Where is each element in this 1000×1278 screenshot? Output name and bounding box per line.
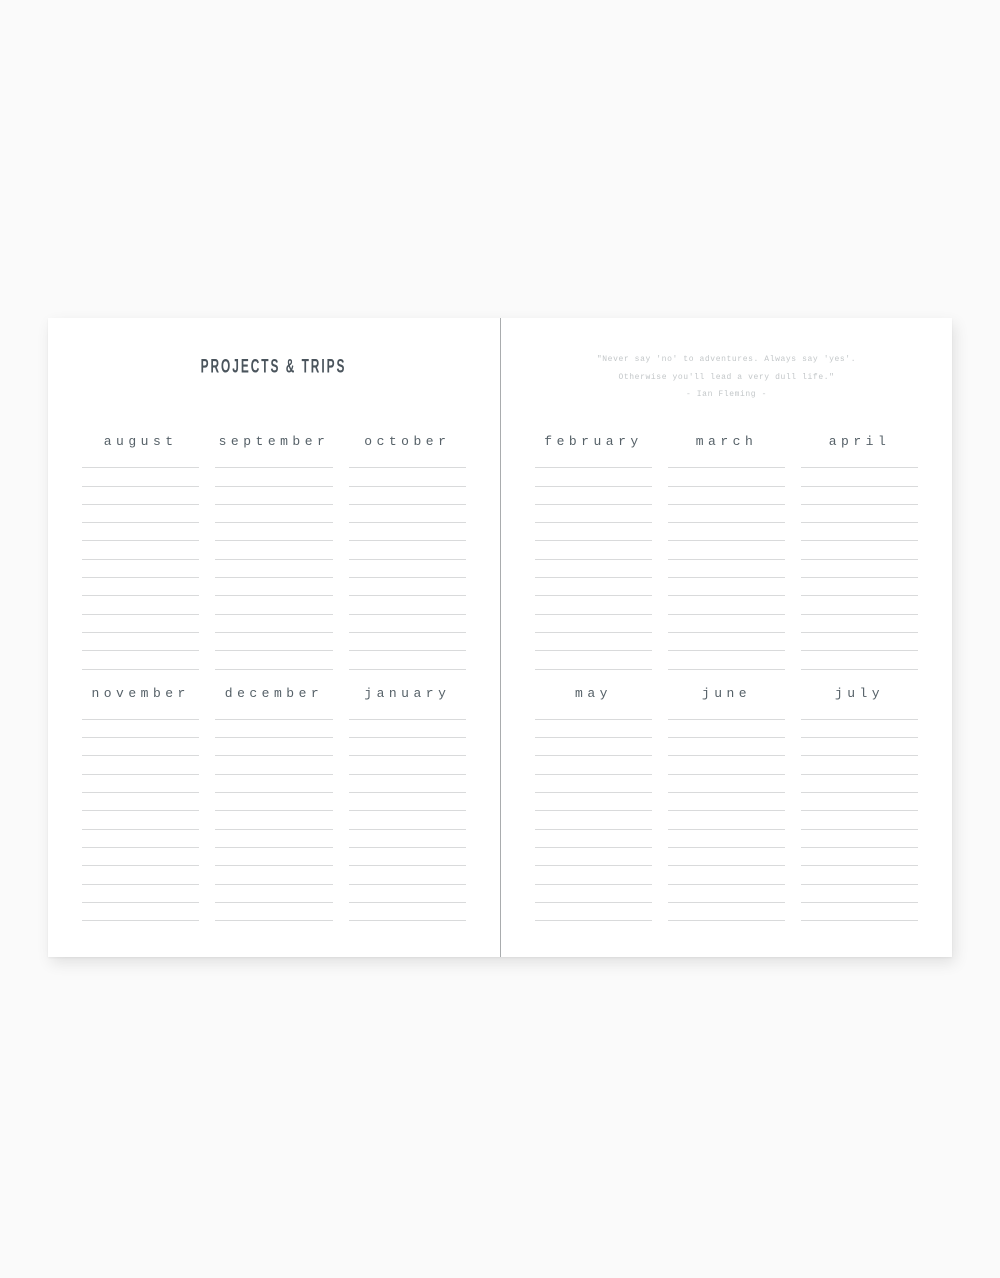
rule-line xyxy=(668,505,785,523)
month-section-november xyxy=(82,678,199,922)
rule-line xyxy=(535,738,652,756)
rule-line xyxy=(349,756,466,774)
rule-line xyxy=(215,702,332,720)
rule-line xyxy=(215,523,332,541)
right-page xyxy=(500,318,952,957)
rule-line xyxy=(668,633,785,651)
rule-line xyxy=(801,560,918,578)
rule-line xyxy=(668,775,785,793)
month-label: november xyxy=(91,685,190,701)
month-section-january xyxy=(349,678,466,922)
rule-line xyxy=(668,651,785,669)
rule-line xyxy=(82,720,199,738)
rule-line xyxy=(82,560,199,578)
rule-line xyxy=(349,702,466,720)
rule-line xyxy=(82,775,199,793)
month-section-march xyxy=(668,426,785,670)
rule-line xyxy=(349,738,466,756)
ruled-lines xyxy=(215,702,332,922)
rule-line xyxy=(668,885,785,903)
rule-line xyxy=(349,775,466,793)
rule-line xyxy=(349,468,466,486)
rule-line xyxy=(349,505,466,523)
rule-line xyxy=(801,487,918,505)
rule-line xyxy=(349,596,466,614)
rule-line xyxy=(82,830,199,848)
rule-line xyxy=(215,830,332,848)
month-label: december xyxy=(224,685,324,701)
rule-line xyxy=(82,578,199,596)
rule-line xyxy=(801,720,918,738)
rule-line xyxy=(82,468,199,486)
ruled-lines xyxy=(535,702,652,922)
month-label: may xyxy=(575,685,612,701)
rule-line xyxy=(668,811,785,829)
rule-line xyxy=(801,633,918,651)
rule-line xyxy=(82,903,199,921)
rule-line xyxy=(668,830,785,848)
rule-line xyxy=(668,450,785,468)
rule-line xyxy=(349,578,466,596)
rule-line xyxy=(215,615,332,633)
rule-line xyxy=(535,450,652,468)
ruled-lines xyxy=(349,702,466,922)
right-bottom-month-row xyxy=(535,678,918,922)
rule-line xyxy=(801,578,918,596)
rule-line xyxy=(215,450,332,468)
rule-line xyxy=(349,560,466,578)
rule-line xyxy=(535,775,652,793)
ruled-lines xyxy=(801,450,918,670)
rule-line xyxy=(82,596,199,614)
rule-line xyxy=(349,651,466,669)
rule-line xyxy=(82,523,199,541)
rule-line xyxy=(215,811,332,829)
rule-line xyxy=(801,830,918,848)
rule-line xyxy=(82,505,199,523)
rule-line xyxy=(349,830,466,848)
page-title: PROJECTS & TRIPS xyxy=(201,355,347,377)
rule-line xyxy=(215,793,332,811)
rule-line xyxy=(215,885,332,903)
rule-line xyxy=(801,756,918,774)
rule-line xyxy=(668,578,785,596)
rule-line xyxy=(82,651,199,669)
rule-line xyxy=(535,633,652,651)
rule-line xyxy=(535,651,652,669)
rule-line xyxy=(215,541,332,559)
left-top-month-row xyxy=(82,426,466,670)
rule-line xyxy=(349,811,466,829)
rule-line xyxy=(82,541,199,559)
quote-attribution: - Ian Fleming - xyxy=(685,390,767,399)
ruled-lines xyxy=(668,702,785,922)
rule-line xyxy=(668,523,785,541)
rule-line xyxy=(535,720,652,738)
rule-line xyxy=(349,793,466,811)
rule-line xyxy=(668,615,785,633)
month-section-june xyxy=(668,678,785,922)
rule-line xyxy=(668,866,785,884)
rule-line xyxy=(668,560,785,578)
rule-line xyxy=(801,541,918,559)
left-page-header xyxy=(82,354,466,426)
ruled-lines xyxy=(535,450,652,670)
rule-line xyxy=(82,866,199,884)
rule-line xyxy=(535,903,652,921)
rule-line xyxy=(82,487,199,505)
rule-line xyxy=(668,720,785,738)
rule-line xyxy=(349,885,466,903)
rule-line xyxy=(801,848,918,866)
rule-line xyxy=(535,756,652,774)
rule-line xyxy=(215,651,332,669)
rule-line xyxy=(82,738,199,756)
month-label: august xyxy=(103,434,178,449)
rule-line xyxy=(668,487,785,505)
rule-line xyxy=(215,596,332,614)
rule-line xyxy=(82,848,199,866)
ruled-lines xyxy=(801,702,918,922)
rule-line xyxy=(349,450,466,468)
rule-line xyxy=(215,720,332,738)
rule-line xyxy=(349,541,466,559)
rule-line xyxy=(82,793,199,811)
rule-line xyxy=(801,866,918,884)
month-label: june xyxy=(701,685,752,701)
month-label: january xyxy=(364,685,451,701)
quote-line-1: "Never say 'no' to adventures. Always say 'yes'. xyxy=(596,355,857,364)
rule-line xyxy=(668,848,785,866)
rule-line xyxy=(215,578,332,596)
rule-line xyxy=(668,756,785,774)
ruled-lines xyxy=(349,450,466,670)
right-page-header xyxy=(535,354,918,426)
rule-line xyxy=(82,615,199,633)
rule-line xyxy=(535,523,652,541)
rule-line xyxy=(535,596,652,614)
rule-line xyxy=(349,903,466,921)
rule-line xyxy=(668,468,785,486)
month-section-december xyxy=(215,678,332,922)
rule-line xyxy=(215,468,332,486)
month-label: april xyxy=(828,434,891,449)
rule-line xyxy=(801,596,918,614)
month-label: march xyxy=(695,434,758,449)
month-section-september xyxy=(215,426,332,670)
rule-line xyxy=(349,720,466,738)
rule-line xyxy=(535,487,652,505)
rule-line xyxy=(801,811,918,829)
ruled-lines xyxy=(668,450,785,670)
rule-line xyxy=(801,505,918,523)
rule-line xyxy=(349,487,466,505)
rule-line xyxy=(215,903,332,921)
rule-line xyxy=(535,793,652,811)
rule-line xyxy=(535,505,652,523)
rule-line xyxy=(801,775,918,793)
rule-line xyxy=(535,560,652,578)
right-top-month-row xyxy=(535,426,918,670)
rule-line xyxy=(535,830,652,848)
month-label: september xyxy=(218,434,330,449)
rule-line xyxy=(668,903,785,921)
month-label: july xyxy=(834,685,885,701)
month-section-october xyxy=(349,426,466,670)
month-section-august xyxy=(82,426,199,670)
rule-line xyxy=(668,738,785,756)
rule-line xyxy=(215,775,332,793)
rule-line xyxy=(801,450,918,468)
rule-line xyxy=(801,651,918,669)
rule-line xyxy=(535,541,652,559)
rule-line xyxy=(535,468,652,486)
rule-line xyxy=(668,541,785,559)
quote-block xyxy=(597,351,856,404)
rule-line xyxy=(82,885,199,903)
rule-line xyxy=(535,866,652,884)
rule-line xyxy=(82,450,199,468)
left-page xyxy=(48,318,500,957)
month-label: february xyxy=(544,434,643,449)
rule-line xyxy=(215,560,332,578)
ruled-lines xyxy=(82,450,199,670)
rule-line xyxy=(535,848,652,866)
rule-line xyxy=(668,702,785,720)
rule-line xyxy=(535,811,652,829)
rule-line xyxy=(349,615,466,633)
left-bottom-month-row xyxy=(82,678,466,922)
quote-line-2: Otherwise you'll lead a very dull life." xyxy=(618,372,835,382)
month-section-april xyxy=(801,426,918,670)
rule-line xyxy=(801,793,918,811)
month-label: october xyxy=(364,434,451,449)
rule-line xyxy=(801,615,918,633)
planner-spread xyxy=(48,318,952,957)
rule-line xyxy=(349,848,466,866)
rule-line xyxy=(215,505,332,523)
month-section-july xyxy=(801,678,918,922)
rule-line xyxy=(349,633,466,651)
rule-line xyxy=(215,866,332,884)
rule-line xyxy=(215,633,332,651)
rule-line xyxy=(349,866,466,884)
month-section-february xyxy=(535,426,652,670)
rule-line xyxy=(668,793,785,811)
rule-line xyxy=(535,615,652,633)
rule-line xyxy=(82,633,199,651)
rule-line xyxy=(801,702,918,720)
rule-line xyxy=(535,885,652,903)
rule-line xyxy=(215,487,332,505)
rule-line xyxy=(801,523,918,541)
month-section-may xyxy=(535,678,652,922)
rule-line xyxy=(801,885,918,903)
rule-line xyxy=(215,756,332,774)
rule-line xyxy=(668,596,785,614)
rule-line xyxy=(82,756,199,774)
rule-line xyxy=(535,702,652,720)
ruled-lines xyxy=(215,450,332,670)
rule-line xyxy=(82,811,199,829)
rule-line xyxy=(535,578,652,596)
rule-line xyxy=(349,523,466,541)
ruled-lines xyxy=(82,702,199,922)
rule-line xyxy=(801,738,918,756)
rule-line xyxy=(215,738,332,756)
rule-line xyxy=(801,468,918,486)
rule-line xyxy=(215,848,332,866)
rule-line xyxy=(82,702,199,720)
rule-line xyxy=(801,903,918,921)
